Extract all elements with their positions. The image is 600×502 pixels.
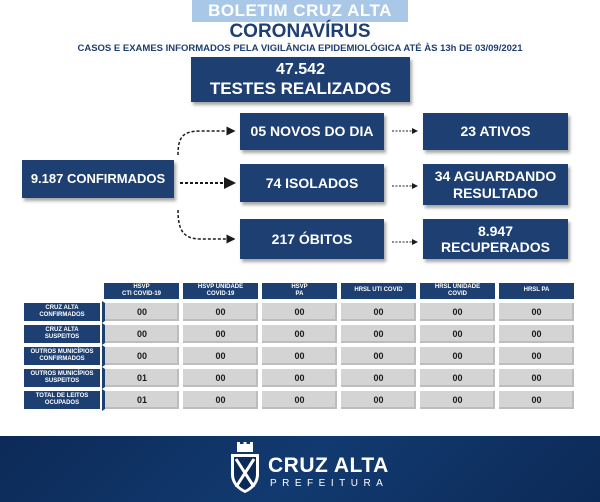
table-cell: 00 bbox=[497, 301, 576, 323]
row-header: CRUZ ALTA SUSPEITOS bbox=[22, 323, 102, 345]
row-header: CRUZ ALTA CONFIRMADOS bbox=[22, 301, 102, 323]
table-corner bbox=[22, 281, 102, 301]
table-cell: 00 bbox=[181, 389, 260, 411]
table-cell: 00 bbox=[418, 345, 497, 367]
table-cell: 00 bbox=[497, 389, 576, 411]
header-banner: BOLETIM CRUZ ALTA bbox=[192, 0, 408, 22]
table-cell: 00 bbox=[497, 345, 576, 367]
table-cell: 00 bbox=[181, 345, 260, 367]
table-cell: 00 bbox=[102, 345, 181, 367]
crest-icon bbox=[228, 442, 262, 496]
aguardando-line1: 34 AGUARDANDO bbox=[434, 168, 557, 185]
aguardando-line2: RESULTADO bbox=[452, 184, 539, 201]
table-cell: 00 bbox=[339, 367, 418, 389]
table-row bbox=[22, 323, 576, 345]
brand-subtitle: PREFEITURA bbox=[270, 478, 389, 489]
col-header-hsvp-pa: HSVP PA bbox=[260, 281, 339, 301]
table-row bbox=[22, 301, 576, 323]
table-cell: 00 bbox=[260, 389, 339, 411]
table-cell: 00 bbox=[181, 367, 260, 389]
table-cell: 00 bbox=[102, 323, 181, 345]
page-subtitle: CASOS E EXAMES INFORMADOS PELA VIGILÂNCIA EPIDEMIOLÓGICA ATÉ ÀS 13h DE 03/09/2021 bbox=[77, 43, 523, 54]
table-cell: 00 bbox=[418, 301, 497, 323]
table-cell: 00 bbox=[339, 389, 418, 411]
recuperados-box bbox=[423, 219, 568, 259]
row-header: OUTROS MUNICÍPIOS SUSPEITOS bbox=[22, 367, 102, 389]
ativos-box bbox=[423, 113, 568, 150]
table-cell: 00 bbox=[497, 367, 576, 389]
table-cell: 00 bbox=[418, 323, 497, 345]
novos-box bbox=[240, 113, 384, 150]
isolados-box bbox=[240, 164, 384, 202]
row-header: TOTAL DE LEITOS OCUPADOS bbox=[22, 389, 102, 411]
obitos-box bbox=[240, 219, 384, 259]
recuperados-value: 8.947 bbox=[477, 222, 514, 239]
aguardando-box bbox=[423, 164, 568, 205]
table-cell: 00 bbox=[260, 323, 339, 345]
arrow-to-novos bbox=[178, 131, 234, 155]
table-cell: 00 bbox=[181, 301, 260, 323]
table-cell: 00 bbox=[339, 345, 418, 367]
table-cell: 00 bbox=[260, 345, 339, 367]
col-header-hrsl-uti: HRSL UTI COVID bbox=[339, 281, 418, 301]
col-header-hrsl-unidade: HRSL UNIDADE COVID bbox=[418, 281, 497, 301]
table-cell: 00 bbox=[418, 389, 497, 411]
row-header: OUTROS MUNICÍPIOS CONFIRMADOS bbox=[22, 345, 102, 367]
col-header-hsvp-unidade: HSVP UNIDADE COVID-19 bbox=[181, 281, 260, 301]
obitos-label: 217 ÓBITOS bbox=[271, 230, 353, 247]
recuperados-label: RECUPERADOS bbox=[441, 239, 550, 255]
confirmed-box bbox=[22, 160, 174, 198]
table-cell: 00 bbox=[260, 301, 339, 323]
tests-label: TESTES REALIZADOS bbox=[209, 78, 392, 98]
table-cell: 00 bbox=[339, 301, 418, 323]
table-cell: 01 bbox=[102, 367, 181, 389]
beds-table bbox=[22, 281, 576, 411]
tests-value: 47.542 bbox=[276, 60, 325, 78]
table-cell: 00 bbox=[181, 323, 260, 345]
page-title: CORONAVÍRUS bbox=[229, 21, 371, 42]
ativos-label: 23 ATIVOS bbox=[460, 123, 531, 140]
arrow-to-obitos bbox=[178, 210, 234, 239]
table-cell: 00 bbox=[260, 367, 339, 389]
table-cell: 01 bbox=[102, 389, 181, 411]
table-row bbox=[22, 389, 576, 411]
brand-name: CRUZ ALTA bbox=[268, 454, 389, 477]
table-header-row bbox=[22, 281, 576, 301]
table-cell: 00 bbox=[339, 323, 418, 345]
table-cell: 00 bbox=[497, 323, 576, 345]
col-header-hsvp-cti: HSVP CTI COVID-19 bbox=[102, 281, 181, 301]
isolados-label: 74 ISOLADOS bbox=[265, 174, 359, 191]
confirmed-label: 9.187 CONFIRMADOS bbox=[30, 170, 166, 186]
table-row bbox=[22, 345, 576, 367]
col-header-hrsl-pa: HRSL PA bbox=[497, 281, 576, 301]
table-cell: 00 bbox=[418, 367, 497, 389]
novos-label: 05 NOVOS DO DIA bbox=[250, 123, 374, 140]
table-row bbox=[22, 367, 576, 389]
table-cell: 00 bbox=[102, 301, 181, 323]
